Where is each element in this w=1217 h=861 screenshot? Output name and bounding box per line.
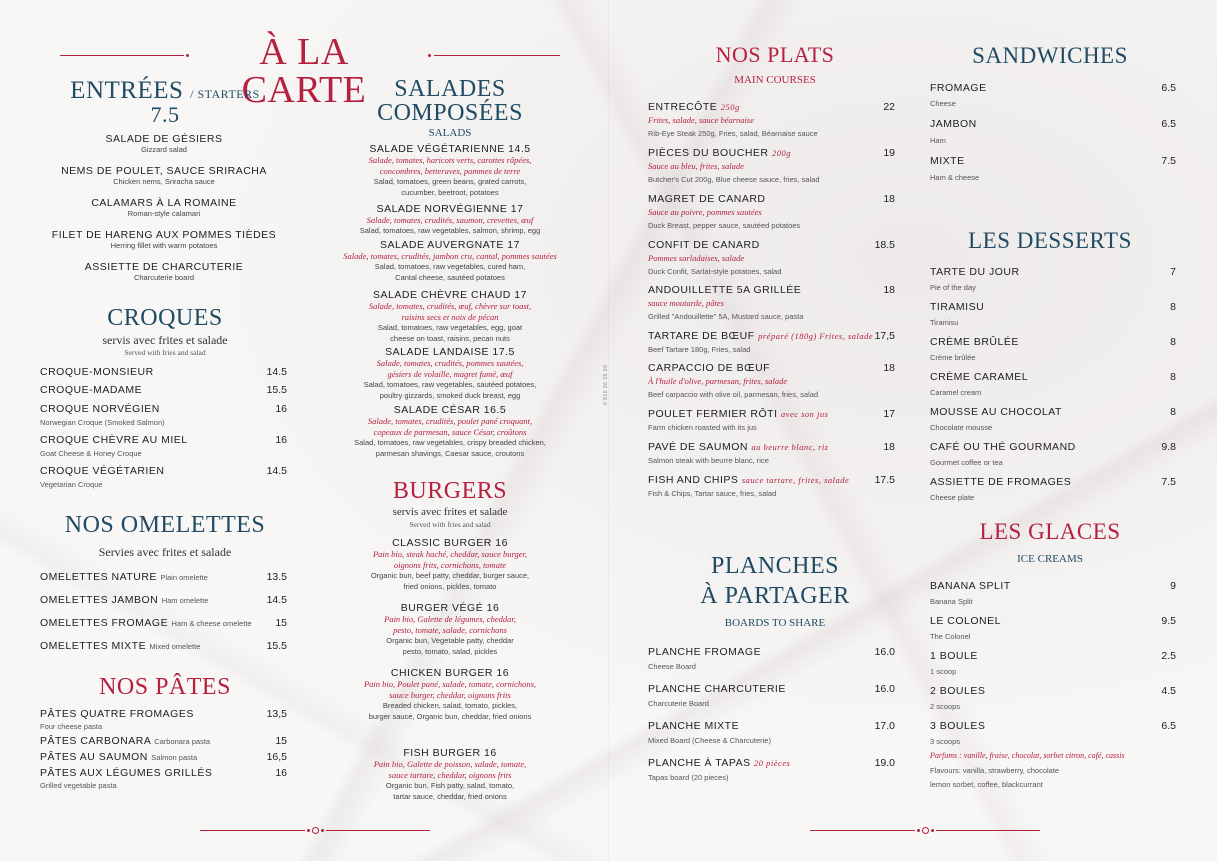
planches-title-line1: PLANCHES bbox=[710, 553, 840, 579]
burger-fr: Pain bio, steak haché, cheddar, sauce burger, bbox=[372, 549, 528, 559]
plat-price: 17,5 bbox=[874, 330, 895, 342]
pate-price: 16,5 bbox=[266, 751, 287, 763]
burgers-subtitle-fr: servis avec frites et salade bbox=[392, 506, 508, 518]
croque-price: 15.5 bbox=[266, 384, 287, 396]
omelette-en: Ham omelette bbox=[161, 596, 209, 605]
glace-price: 4.5 bbox=[1161, 685, 1176, 697]
burger-item bbox=[320, 667, 580, 722]
salade-fr: Salade, tomates, crudités, jambon cru, cantal, pommes sautées bbox=[343, 251, 557, 261]
plat-name: CARPACCIO DE BŒUF bbox=[648, 362, 771, 374]
dessert-name: TIRAMISU bbox=[930, 301, 985, 313]
dessert-row bbox=[930, 336, 1176, 348]
omelette-price: 14.5 bbox=[266, 594, 287, 606]
salade-fr: concombres, betteraves, pommes de terre bbox=[379, 166, 521, 177]
ornament-divider-right bbox=[810, 826, 1040, 836]
planche-row bbox=[648, 646, 895, 658]
salades-subtitle: SALADS bbox=[428, 127, 472, 139]
plat-price: 18.5 bbox=[874, 239, 895, 251]
salade-name: SALADE CHÈVRE CHAUD 17 bbox=[373, 289, 527, 301]
salade-fr: Salade, tomates, crudités, saumon, crevettes, œuf bbox=[366, 215, 534, 225]
croque-price: 16 bbox=[275, 434, 287, 446]
omelette-row bbox=[40, 617, 287, 629]
planche-en: Charcuterie Board bbox=[648, 699, 709, 708]
salade-en: parmesan shavings, Caesar sauce, croutons bbox=[375, 448, 525, 458]
salade-item bbox=[320, 203, 580, 237]
plat-price: 19 bbox=[883, 147, 895, 159]
dessert-price: 8 bbox=[1170, 406, 1176, 418]
croque-en: Goat Cheese & Honey Croque bbox=[40, 449, 142, 458]
planche-price: 16.0 bbox=[874, 646, 895, 658]
salade-item bbox=[320, 404, 580, 459]
planche-price: 16.0 bbox=[874, 683, 895, 695]
entrees-heading bbox=[40, 78, 290, 103]
plat-fr: PAVÉ DE SAUMON bbox=[648, 441, 748, 453]
croque-price: 16 bbox=[275, 403, 287, 415]
salade-fr: raisins secs et noix de pécan bbox=[401, 312, 499, 323]
dessert-en: Cheese plate bbox=[930, 493, 975, 502]
plats-subtitle: MAIN COURSES bbox=[734, 74, 816, 86]
plat-price: 18 bbox=[883, 284, 895, 296]
pate-en: Grilled vegetable pasta bbox=[40, 781, 117, 790]
planche-en: Mixed Board (Cheese & Charcuterie) bbox=[648, 736, 771, 745]
planche-row bbox=[648, 683, 895, 695]
plat-row bbox=[648, 474, 895, 486]
dessert-en: Crème brûlée bbox=[930, 353, 976, 362]
burger-item bbox=[320, 602, 580, 657]
burger-en: tartar sauce, cheddar, fried onions bbox=[393, 791, 507, 801]
burger-name: CLASSIC BURGER 16 bbox=[392, 537, 508, 549]
title-rule-left bbox=[60, 51, 190, 61]
dessert-price: 8 bbox=[1170, 301, 1176, 313]
planche-fr: PLANCHE À TAPAS bbox=[648, 757, 751, 769]
entree-en: Charcuterie board bbox=[133, 273, 195, 282]
sandwich-en: Cheese bbox=[930, 99, 956, 108]
croque-name: CROQUE CHÈVRE AU MIEL bbox=[40, 434, 188, 446]
entree-en: Roman-style calamari bbox=[127, 209, 201, 218]
entree-name: CALAMARS À LA ROMAINE bbox=[91, 197, 237, 209]
omelette-price: 13.5 bbox=[266, 571, 287, 583]
plat-row bbox=[648, 441, 895, 453]
croque-name: CROQUE VÉGÉTARIEN bbox=[40, 465, 165, 477]
plat-en: Duck Confit, Sarlat-style potatoes, salad bbox=[648, 267, 782, 276]
plat-price: 17 bbox=[883, 408, 895, 420]
burger-fr: Pain bio, Galette de poisson, salade, tomate, bbox=[373, 759, 527, 769]
croque-name: CROQUE-MONSIEUR bbox=[40, 366, 154, 378]
croque-price: 14.5 bbox=[266, 366, 287, 378]
entree-item bbox=[30, 261, 298, 284]
omelette-row bbox=[40, 640, 287, 652]
plat-fr-extra: préparé (180g) Frites, salade bbox=[758, 331, 874, 341]
omelettes-title: NOS OMELETTES bbox=[64, 512, 266, 538]
croque-row bbox=[40, 434, 287, 446]
sandwich-price: 6.5 bbox=[1161, 118, 1176, 130]
planche-row bbox=[648, 720, 895, 732]
plat-name: MAGRET DE CANARD bbox=[648, 193, 766, 205]
dessert-en: Chocolate mousse bbox=[930, 423, 993, 432]
omelette-fr: OMELETTES FROMAGE bbox=[40, 617, 169, 629]
pate-row bbox=[40, 767, 287, 779]
croques-subtitle-fr: servis avec frites et salade bbox=[102, 333, 228, 347]
omelette-price: 15.5 bbox=[266, 640, 287, 652]
plat-fr: ENTRECÔTE bbox=[648, 101, 718, 113]
dessert-name: ASSIETTE DE FROMAGES bbox=[930, 476, 1072, 488]
sandwich-name: JAMBON bbox=[930, 118, 977, 130]
dessert-price: 7 bbox=[1170, 266, 1176, 278]
plat-row bbox=[648, 408, 895, 420]
salade-name: SALADE VÉGÉTARIENNE 14.5 bbox=[369, 143, 531, 155]
pates-title: NOS PÂTES bbox=[99, 674, 231, 700]
croques-subtitle-en: Served with fries and salad bbox=[124, 348, 206, 357]
sandwich-name: MIXTE bbox=[930, 155, 965, 167]
entree-name: FILET DE HARENG AUX POMMES TIÈDES bbox=[51, 229, 277, 241]
pate-price: 13,5 bbox=[266, 708, 287, 720]
plat-en: Rib-Eye Steak 250g, Fries, salad, Béarnaise sauce bbox=[648, 129, 818, 138]
plat-fr-desc: sauce moutarde, pâtes bbox=[648, 298, 724, 308]
planche-row bbox=[648, 757, 895, 769]
glace-row bbox=[930, 580, 1176, 592]
plat-name bbox=[648, 474, 849, 486]
omelette-row bbox=[40, 571, 287, 583]
sandwich-en: Ham bbox=[930, 136, 946, 145]
salade-item bbox=[320, 143, 580, 198]
glace-row bbox=[930, 650, 1176, 662]
sandwich-row bbox=[930, 155, 1176, 167]
burger-en: fried onions, pickles, tomato bbox=[403, 581, 497, 591]
plat-en: Grilled "Andouillette" 5A, Mustard sauce, pasta bbox=[648, 312, 804, 321]
glace-name: BANANA SPLIT bbox=[930, 580, 1011, 592]
omelette-fr: OMELETTES MIXTE bbox=[40, 640, 147, 652]
dessert-name: CRÈME BRÛLÉE bbox=[930, 336, 1019, 348]
burger-fr: sauce tartare, cheddar, oignons frits bbox=[388, 770, 512, 781]
omelette-en: Plain omelette bbox=[160, 573, 208, 582]
plat-row bbox=[648, 147, 895, 159]
burger-en: Organic bun, Vegetable patty, cheddar bbox=[386, 636, 514, 646]
planche-en: Cheese Board bbox=[648, 662, 696, 671]
croque-row bbox=[40, 384, 287, 396]
glace-name: 1 BOULE bbox=[930, 650, 978, 662]
salade-en: Salad, tomatoes, green beans, grated carrots, bbox=[373, 177, 527, 187]
burger-fr: oignons frits, cornichons, tomate bbox=[393, 560, 507, 571]
burger-fr: pesto, tomate, salade, cornichons bbox=[393, 625, 507, 636]
glace-price: 9 bbox=[1170, 580, 1176, 592]
plat-fr-extra: 200g bbox=[771, 148, 791, 158]
omelette-name bbox=[40, 594, 208, 606]
dessert-row bbox=[930, 476, 1176, 488]
salade-fr: gésiers de volaille, magret fumé, œuf bbox=[387, 369, 513, 380]
pate-name bbox=[40, 735, 210, 747]
salade-en: cucumber, beetroot, potatoes bbox=[401, 187, 499, 197]
entrees-price: 7.5 bbox=[150, 102, 180, 127]
plat-name bbox=[648, 441, 829, 453]
pate-name: PÂTES QUATRE FROMAGES bbox=[40, 708, 194, 720]
omelette-en: Ham & cheese omelette bbox=[171, 619, 252, 628]
planche-name: PLANCHE MIXTE bbox=[648, 720, 740, 732]
croque-en: Vegetarian Croque bbox=[40, 480, 103, 489]
salade-en: poultry gizzards, smoked duck breast, egg bbox=[379, 390, 521, 400]
salades-title-line1: SALADES bbox=[394, 76, 506, 102]
salade-name: SALADE NORVÉGIENNE 17 bbox=[376, 203, 524, 215]
croque-name: CROQUE-MADAME bbox=[40, 384, 143, 396]
plat-price: 17.5 bbox=[874, 474, 895, 486]
planches-title-line2: À PARTAGER bbox=[700, 583, 850, 609]
dessert-en: Tiramisu bbox=[930, 318, 959, 327]
croques-title: CROQUES bbox=[107, 305, 223, 331]
croque-row bbox=[40, 366, 287, 378]
sandwich-price: 6.5 bbox=[1161, 82, 1176, 94]
croque-name: CROQUE NORVÉGIEN bbox=[40, 403, 160, 415]
plat-en: Farm chicken roasted with its jus bbox=[648, 423, 757, 432]
plat-name bbox=[648, 147, 791, 159]
plat-fr: PIÈCES DU BOUCHER bbox=[648, 147, 769, 159]
glace-price: 2.5 bbox=[1161, 650, 1176, 662]
omelette-price: 15 bbox=[275, 617, 287, 629]
dessert-en: Caramel cream bbox=[930, 388, 982, 397]
glace-en: 3 scoops bbox=[930, 737, 961, 746]
salade-en: Cantal cheese, sautéed potatoes bbox=[395, 272, 505, 282]
burger-item bbox=[320, 537, 580, 592]
entree-item bbox=[30, 197, 298, 220]
glaces-subtitle: ICE CREAMS bbox=[1017, 553, 1083, 565]
salade-en: Salad, tomatoes, raw vegetables, salmon, shrimp, egg bbox=[359, 226, 541, 236]
sandwich-price: 7.5 bbox=[1161, 155, 1176, 167]
glace-parfums-en: Flavours: vanilla, strawberry, chocolate bbox=[930, 766, 1060, 775]
plat-fr-extra: 250g bbox=[720, 102, 740, 112]
entree-name: NEMS DE POULET, SAUCE SRIRACHA bbox=[61, 165, 267, 177]
planches-subtitle: BOARDS TO SHARE bbox=[724, 617, 826, 629]
dessert-name: CAFÉ OU THÉ GOURMAND bbox=[930, 441, 1076, 453]
pate-price: 16 bbox=[275, 767, 287, 779]
omelette-name bbox=[40, 617, 252, 629]
dessert-name: TARTE DU JOUR bbox=[930, 266, 1020, 278]
burger-en: pesto, tomato, salad, pickles bbox=[402, 646, 498, 656]
burger-en: Breaded chicken, salad, tomato, pickles, bbox=[382, 701, 518, 711]
plat-fr-desc: À l'huile d'olive, parmesan, frites, salade bbox=[648, 376, 788, 386]
pate-row bbox=[40, 751, 287, 763]
omelette-row bbox=[40, 594, 287, 606]
pate-fr: PÂTES AU SAUMON bbox=[40, 751, 148, 763]
plat-price: 18 bbox=[883, 362, 895, 374]
sandwich-en: Ham & cheese bbox=[930, 173, 980, 182]
plat-en: Fish & Chips, Tartar sauce, fries, salad bbox=[648, 489, 777, 498]
salade-item bbox=[320, 289, 580, 344]
glace-price: 9.5 bbox=[1161, 615, 1176, 627]
plat-fr-desc: Frites, salade, sauce béarnaise bbox=[648, 115, 754, 125]
croque-row bbox=[40, 465, 287, 477]
burger-name: FISH BURGER 16 bbox=[403, 747, 497, 759]
burger-en: Organic bun, Fish patty, salad, tomato, bbox=[385, 781, 515, 791]
glace-name: 2 BOULES bbox=[930, 685, 986, 697]
plat-price: 18 bbox=[883, 193, 895, 205]
pate-name bbox=[40, 751, 197, 763]
glaces-title: LES GLACES bbox=[979, 519, 1121, 544]
entree-item bbox=[30, 165, 298, 188]
glace-parfums-en: lemon sorbet, coffee, blackcurrant bbox=[930, 780, 1043, 789]
plat-name: CONFIT DE CANARD bbox=[648, 239, 760, 251]
dessert-row bbox=[930, 406, 1176, 418]
burger-en: Organic bun, beef patty, cheddar, burger sauce, bbox=[370, 571, 530, 581]
omelettes-subtitle: Servies avec frites et salade bbox=[98, 545, 232, 559]
entrees-title: ENTRÉES bbox=[70, 77, 184, 104]
plat-en: Beef Tartare 180g, Fries, salad bbox=[648, 345, 751, 354]
plat-fr: TARTARE DE BŒUF bbox=[648, 330, 755, 342]
dessert-price: 8 bbox=[1170, 371, 1176, 383]
croque-price: 14.5 bbox=[266, 465, 287, 477]
dessert-name: MOUSSE AU CHOCOLAT bbox=[930, 406, 1062, 418]
salade-name: SALADE AUVERGNATE 17 bbox=[380, 239, 520, 251]
entree-en: Herring fillet with warm potatoes bbox=[110, 241, 218, 250]
title-rule-right bbox=[428, 51, 560, 61]
glace-en: 1 scoop bbox=[930, 667, 957, 676]
planche-price: 17.0 bbox=[874, 720, 895, 732]
sandwich-row bbox=[930, 82, 1176, 94]
planche-en: Tapas board (20 pieces) bbox=[648, 773, 729, 782]
plat-fr-desc: Pommes sarladaises, salade bbox=[648, 253, 745, 263]
glace-name: 3 BOULES bbox=[930, 720, 986, 732]
salade-fr: Salade, tomates, crudités, poulet pané croquant, bbox=[367, 416, 533, 426]
plat-name: ANDOUILLETTE 5A GRILLÉE bbox=[648, 284, 802, 296]
salade-en: Salad, tomatoes, raw vegetables, egg, goat bbox=[377, 323, 523, 333]
plat-fr-desc: Sauce au bleu, frites, salade bbox=[648, 161, 744, 171]
entree-item bbox=[30, 229, 298, 252]
entree-item bbox=[30, 133, 298, 156]
plat-row bbox=[648, 239, 895, 251]
entrees-title-suffix: / STARTERS bbox=[190, 87, 260, 101]
glace-en: The Colonel bbox=[930, 632, 971, 641]
pate-en: Four cheese pasta bbox=[40, 722, 103, 731]
desserts-title: LES DESSERTS bbox=[968, 228, 1132, 253]
plat-en: Beef carpaccio with olive oil, parmesan, fries, salad bbox=[648, 390, 819, 399]
plat-fr-extra: au beurre blanc, riz bbox=[751, 442, 829, 452]
plat-row bbox=[648, 284, 895, 296]
sandwiches-title: SANDWICHES bbox=[972, 43, 1128, 68]
plats-title: NOS PLATS bbox=[715, 42, 835, 67]
salade-item bbox=[320, 346, 580, 401]
salade-fr: Salade, tomates, crudités, pommes sautées, bbox=[376, 358, 524, 368]
planche-fr-extra: 20 pièces bbox=[754, 758, 791, 768]
omelette-name bbox=[40, 640, 200, 652]
glace-name: LE COLONEL bbox=[930, 615, 1001, 627]
salade-fr: copeaux de parmesan, sauce César, croûtons bbox=[373, 427, 527, 438]
salade-en: Salad, tomatoes, raw vegetables, cured ham, bbox=[374, 262, 526, 272]
plat-row bbox=[648, 362, 895, 374]
entree-en: Gizzard salad bbox=[141, 145, 187, 154]
salades-title-line2: COMPOSÉES bbox=[377, 100, 523, 126]
pate-en: Salmon pasta bbox=[151, 753, 198, 762]
plat-fr-extra: avec son jus bbox=[780, 409, 829, 419]
burger-name: BURGER VÉGÉ 16 bbox=[400, 602, 500, 614]
salade-fr: Salade, tomates, haricots verts, carottes râpées, bbox=[368, 155, 532, 165]
glace-price: 6.5 bbox=[1161, 720, 1176, 732]
croque-en: Norwegian Croque (Smoked Salmon) bbox=[40, 418, 165, 427]
pate-en: Carbonara pasta bbox=[154, 737, 211, 746]
burger-item bbox=[320, 747, 580, 802]
omelette-fr: OMELETTES NATURE bbox=[40, 571, 157, 583]
plat-fr: POULET FERMIER RÔTI bbox=[648, 408, 778, 420]
plat-en: Duck Breast, pepper sauce, sautéed potatoes bbox=[648, 221, 801, 230]
burger-fr: sauce burger, cheddar, oignons frits bbox=[389, 690, 511, 701]
croque-row bbox=[40, 403, 287, 415]
planche-name: PLANCHE FROMAGE bbox=[648, 646, 762, 658]
plat-en: Salmon steak with beurre blanc, rice bbox=[648, 456, 769, 465]
burger-en: burger sauce, Organic bun, cheddar, fried onions bbox=[368, 711, 532, 721]
burger-name: CHICKEN BURGER 16 bbox=[390, 667, 510, 679]
salade-item bbox=[320, 239, 580, 283]
plat-row bbox=[648, 330, 895, 342]
burgers-subtitle-en: Served with fries and salad bbox=[409, 520, 491, 529]
plat-en: Butcher's Cut 200g, Blue cheese sauce, fries, salad bbox=[648, 175, 820, 184]
plat-name bbox=[648, 330, 873, 342]
page-fold bbox=[608, 0, 609, 861]
planche-price: 19.0 bbox=[874, 757, 895, 769]
page-title: À LA CARTE bbox=[241, 31, 367, 111]
glace-parfums-fr: Parfums : vanille, fraise, chocolat, sorbet citron, café, cassis bbox=[930, 751, 1125, 760]
dessert-en: Pie of the day bbox=[930, 283, 976, 292]
burger-fr: Pain bio, Galette de légumes, cheddar, bbox=[384, 614, 516, 624]
glace-en: 2 scoops bbox=[930, 702, 961, 711]
salade-fr: Salade, tomates, crudités, œuf, chèvre sur toast, bbox=[368, 301, 532, 311]
salade-en: Salad, tomatoes, raw vegetables, sautéed potatoes, bbox=[363, 380, 537, 390]
pate-row bbox=[40, 735, 287, 747]
sandwich-row bbox=[930, 118, 1176, 130]
sandwich-name: FROMAGE bbox=[930, 82, 987, 94]
entree-en: Chicken nems, Sriracha sauce bbox=[113, 177, 215, 186]
dessert-row bbox=[930, 301, 1176, 313]
glace-row bbox=[930, 615, 1176, 627]
dessert-price: 9.8 bbox=[1161, 441, 1176, 453]
pate-row bbox=[40, 708, 287, 720]
ornament-divider-left bbox=[200, 826, 430, 836]
dessert-row bbox=[930, 441, 1176, 453]
salade-en: cheese on toast, raisins, pecan nuts bbox=[390, 333, 510, 343]
plat-fr-extra: sauce tartare, frites, salade bbox=[741, 475, 850, 485]
dessert-row bbox=[930, 266, 1176, 278]
pate-name: PÂTES AUX LÉGUMES GRILLÉS bbox=[40, 767, 213, 779]
dessert-en: Gourmet coffee or tea bbox=[930, 458, 1003, 467]
dessert-price: 7.5 bbox=[1161, 476, 1176, 488]
burgers-title: BURGERS bbox=[392, 478, 508, 504]
omelette-fr: OMELETTES JAMBON bbox=[40, 594, 159, 606]
dessert-name: CRÈME CARAMEL bbox=[930, 371, 1029, 383]
salade-name: SALADE CÉSAR 16.5 bbox=[393, 404, 507, 416]
salade-name: SALADE LANDAISE 17.5 bbox=[385, 346, 515, 358]
planche-name: PLANCHE CHARCUTERIE bbox=[648, 683, 786, 695]
pate-price: 15 bbox=[275, 735, 287, 747]
entree-name: SALADE DE GÉSIERS bbox=[105, 133, 223, 145]
omelette-en: Mixed omelette bbox=[149, 642, 201, 651]
glace-en: Banana Split bbox=[930, 597, 973, 606]
plat-price: 18 bbox=[883, 441, 895, 453]
plat-name bbox=[648, 101, 740, 113]
entree-name: ASSIETTE DE CHARCUTERIE bbox=[84, 261, 244, 273]
glace-row bbox=[930, 720, 1176, 732]
salade-en: Salad, tomatoes, raw vegetables, crispy breaded chicken, bbox=[354, 438, 546, 448]
plat-row bbox=[648, 193, 895, 205]
plat-row bbox=[648, 101, 895, 113]
plat-fr-desc: Sauce au poivre, pommes sautées bbox=[648, 207, 762, 217]
glace-row bbox=[930, 685, 1176, 697]
plat-price: 22 bbox=[883, 101, 895, 113]
plat-fr: FISH AND CHIPS bbox=[648, 474, 739, 486]
burger-fr: Pain bio, Poulet pané, salade, tomate, cornichons, bbox=[363, 679, 537, 689]
dessert-price: 8 bbox=[1170, 336, 1176, 348]
pate-fr: PÂTES CARBONARA bbox=[40, 735, 151, 747]
omelette-name bbox=[40, 571, 208, 583]
side-code: 0 810 26 35 00 bbox=[603, 364, 609, 405]
planche-name bbox=[648, 757, 790, 769]
dessert-row bbox=[930, 371, 1176, 383]
plat-name bbox=[648, 408, 828, 420]
